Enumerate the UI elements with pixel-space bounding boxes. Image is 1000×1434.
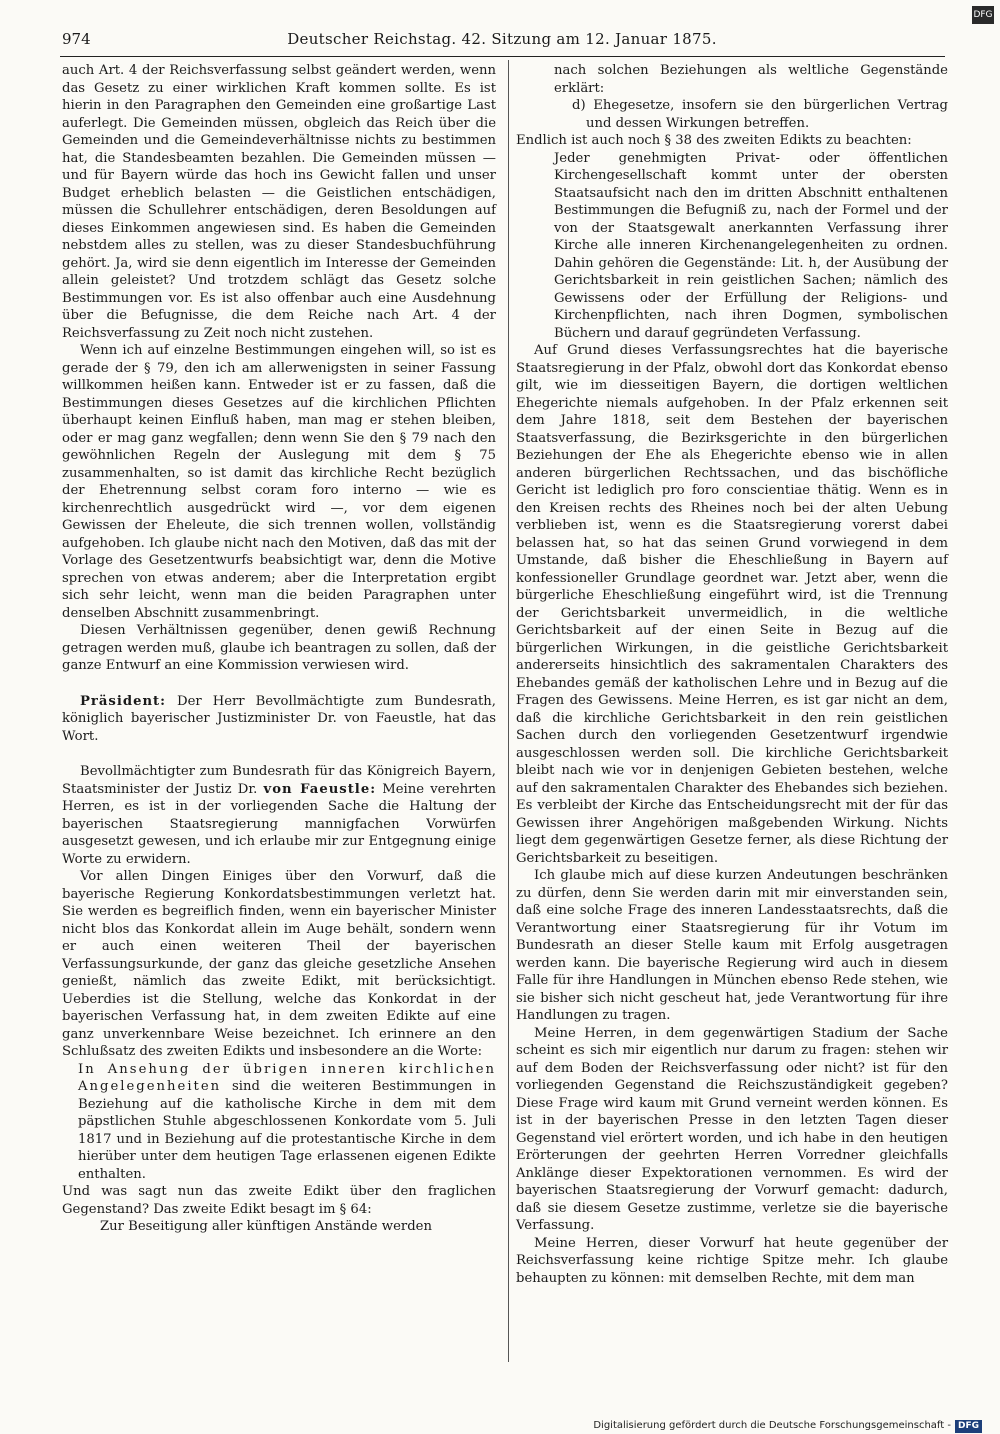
delegate-paragraph bbox=[62, 763, 496, 868]
speaker-president: Präsident: bbox=[80, 693, 167, 709]
header-rule bbox=[60, 56, 945, 57]
quoted-line: nach solchen Beziehungen als weltliche Gegenstände erklärt: bbox=[554, 63, 948, 96]
dfg-corner-logo: DFG bbox=[972, 6, 994, 24]
quoted-passage bbox=[78, 1061, 496, 1184]
dfg-logo: DFG bbox=[955, 1420, 982, 1433]
speaker-delegate: von Faeustle: bbox=[263, 781, 377, 797]
right-column bbox=[516, 62, 948, 1287]
delegate-text: Meine verehrten Herren, es ist in der vorliegenden Sache die Haltung der bayerischen Staatsregierung mannigfachen Vorwürfen ausgesetzt gewesen, und ich erlaube mir zur Entgegnung einige Worte zu erwidern. bbox=[62, 781, 496, 867]
paragraph: Meine Herren, in dem gegenwärtigen Stadium der Sache scheint es sich mir eigentlich nur darum zu fragen: stehen wir auf dem Boden der Reichsverfassung oder nicht? ist für den vorliegenden Gegenstand die Reichszuständigkeit gegeben? Diese Frage wird kaum mit Grund verneint werden können. Es ist in der bayerischen Presse in den letzten Tagen dieser Gegenstand viel erörtert worden, und ich habe in den heutigen Erörterungen der geehrten Herren Vorredner gleichfalls Anklänge dieser Expektorationen vernommen. Es wird der bayerischen Staatsregierung der Vorwurf gemacht: dadurch, daß sie diesem Gesetze zustimme, verletze sie die bayerische Verfassung. bbox=[516, 1025, 948, 1233]
paragraph: Wenn ich auf einzelne Bestimmungen eingehen will, so ist es gerade der § 79, den ich am allerwenigsten in seiner Fassung willkommen heißen kann. Entweder ist er zu fassen, daß die Bestimmungen dieses Gesetzes auf die kirchlichen Pflichten überhaupt keinen Einfluß haben, man mag er stehen bleiben, oder er mag ganz wegfallen; denn wenn Sie den § 79 nach den gewöhnlichen Regeln der Auslegung mit dem § 75 zusammenhalten, so ist damit das kirchliche Recht bezüglich der Ehetrennung selbst coram foro interno — wie es kirchenrechtlich ausgedrückt wird —, vor dem eigenen Gewissen der Eheleute, die sich trennen wollen, vollständig aufgehoben. Ich glaube nicht nach den Motiven, daß das mit der Vorlage des Gesetzentwurfs beabsichtigt war, denn die Motive sprechen von etwas anderem; aber die Interpretation ergibt sich sehr leicht, wenn man die beiden Paragraphen unter denselben Abschnitt zusammenbringt. bbox=[62, 343, 496, 621]
president-text: Der Herr Bevollmächtigte zum Bundesrath, königlich bayerischer Justizminister Dr. von Faeustle, hat das Wort. bbox=[62, 693, 496, 744]
page-number: 974 bbox=[62, 30, 91, 48]
paragraph: Vor allen Dingen Einiges über den Vorwurf, daß die bayerische Regierung Konkordatsbestimmungen verletzt hat. Sie werden es begreiflich finden, wenn ein bayerischer Minister nicht blos das Konkordat allein im Auge behält, sondern wenn er auch einen weiteren Theil der bayerischen Verfassungsurkunde, der ganz das gleiche gesetzliche Ansehen genießt, nämlich das zweite Edikt, mit berücksichtigt. Ueberdies ist die Stellung, welche das Konkordat in der bayerischen Verfassung hat, in dem zweiten Edikte auf eine ganz unverkennbare Weise bezeichnet. Ich erinnere an den Schlußsatz des zweiten Edikts und insbesondere an die Worte: bbox=[62, 869, 496, 1059]
president-paragraph bbox=[62, 693, 496, 746]
list-item-d: d) Ehegesetze, insofern sie den bürgerlichen Vertrag und dessen Wirkungen betreffen. bbox=[572, 98, 948, 131]
quoted-passage: Jeder genehmigten Privat- oder öffentlichen Kirchengesellschaft kommt unter der obersten Staatsaufsicht nach den im dritten Abschnitt enthaltenen Bestimmungen die Befugniß zu, nach der Formel und der von der Staatsgewalt anerkannten Verfassung ihrer Kirche alle inneren Kirchenangelegenheiten zu ordnen. Dahin gehören die Gegenstände: Lit. h, der Ausübung der Gerichtsbarkeit in rein geistlichen Sachen; nämlich des Gewissens oder der Erfüllung der Religions- und Kirchenpflichten, nach ihren Dogmen, symbolischen Büchern und darauf gegründeten Verfassung. bbox=[554, 150, 948, 341]
left-column bbox=[62, 62, 496, 1236]
running-title: Deutscher Reichstag. 42. Sitzung am 12. Januar 1875. bbox=[287, 30, 717, 48]
paragraph: Diesen Verhältnissen gegenüber, denen gewiß Rechnung getragen werden muß, glaube ich beantragen zu sollen, daß der ganze Entwurf an eine Kommission verwiesen wird. bbox=[62, 623, 496, 673]
quote-emphasis: In Ansehung der übrigen inneren kirchlichen Angelegenheiten bbox=[78, 1061, 496, 1094]
quoted-line: Zur Beseitigung aller künftigen Anstände werden bbox=[100, 1219, 432, 1234]
paragraph: Auf Grund dieses Verfassungsrechtes hat die bayerische Staatsregierung in der Pfalz, obwohl dort das Konkordat ebenso gilt, wie im diesseitigen Bayern, die dortigen weltlichen Ehegerichte niemals aufgehoben. In der Pfalz erkennen seit dem Jahre 1818, seit dem Bestehen der bayerischen Staatsverfassung, die Bezirksgerichte in den bürgerlichen Beziehungen der Ehe als Ehegerichte ebenso wie in allen anderen bürgerlichen Rechtssachen, und das bischöfliche Gericht ist lediglich pro foro conscientiae thätig. Wenn es in den Kreisen rechts des Rheines noch bei der alten Uebung verblieben ist, wenn es die Staatsregierung vorerst dabei belassen hat, so hat das seinen Grund vorwiegend in dem Umstande, daß bisher die Eheschließung in Bayern auf konfessioneller Grundlage geordnet war. Jetzt aber, wenn die bürgerliche Eheschließung eingeführt wird, ist die Trennung der Gerichtsbarkeit unvermeidlich, in die weltliche Gerichtsbarkeit auf der einen Seite in Bezug auf die bürgerlichen Wirkungen, in die geistliche Gerichtsbarkeit andererseits hinsichtlich des sakramentalen Charakters des Ehebandes gemäß der katholischen Lehre und in Bezug auf die Fragen des Gewissens. Meine Herren, es ist gar nicht an dem, daß die kirchliche Gerichtsbarkeit in den rein geistlichen Sachen durch den vorliegenden Gesetzentwurf irgendwie ausgeschlossen werden soll. Die kirchliche Gerichtsbarkeit bleibt nach wie vor in denjenigen Gebieten bestehen, welche auf den sakramentalen Charakter des Ehebandes sich beziehen. Es verbleibt der Kirche das Entscheidungsrecht mit der für das Gewissen ihrer Angehörigen maßgebenden Wirkung. Nichts liegt dem gegenwärtigen Gesetze ferner, als diese Richtung der Gerichtsbarkeit zu beseitigen. bbox=[516, 343, 948, 866]
paragraph: Und was sagt nun das zweite Edikt über den fraglichen Gegenstand? Das zweite Edikt besagt im § 64: bbox=[62, 1184, 496, 1217]
footer-text: Digitalisierung gefördert durch die Deutsche Forschungsgemeinschaft - bbox=[593, 1420, 951, 1431]
column-divider bbox=[508, 60, 509, 1362]
quote-text: sind die weiteren Bestimmungen in Beziehung auf die katholische Kirche in dem mit dem päpstlichen Stuhle abgeschlossenen Konkordate vom 5. Juli 1817 und in Beziehung auf die protestantische Kirche in dem hierüber unter dem heutigen Tage erlassenen eigenen Edikte enthalten. bbox=[78, 1079, 496, 1182]
page-header bbox=[62, 26, 942, 52]
paragraph: auch Art. 4 der Reichsverfassung selbst geändert werden, wenn das Gesetz zu einer wirklichen Kraft kommen sollte. Es ist hierin in den Paragraphen den Gemeinden eine großartige Last auferlegt. Die Gemeinden müssen, obgleich das Reich über die Gemeinden und die Gemeindeverhältnisse nichts zu bestimmen hat, die Standesbeamten bezahlen. Die Gemeinden müssen — und für Bayern würde das hoch ins Gewicht fallen und unser Budget erheblich belasten — die Geistlichen entschädigen, müssen die Schullehrer entschädigen, deren Besoldungen auf dieses Einkommen angewiesen sind. Es haben die Gemeinden nebstdem alles zu stellen, was zu dieser Standesbuchführung gehört. Ja, wird sie denn eigentlich im Interesse der Gemeinden allein geleistet? Und trotzdem schlägt das Gesetz solche Bestimmungen vor. Es ist also offenbar auch eine Ausdehnung über die Befugnisse, die dem Reiche nach Art. 4 der Reichsverfassung zu Zeit noch nicht zustehen. bbox=[62, 63, 496, 341]
paragraph: Endlich ist auch noch § 38 des zweiten Edikts zu beachten: bbox=[516, 133, 912, 148]
paragraph: Meine Herren, dieser Vorwurf hat heute gegenüber der Reichsverfassung keine richtige Spitze mehr. Ich glaube behaupten zu können: mit demselben Rechte, mit dem man bbox=[516, 1235, 948, 1286]
delegate-intro: Bevollmächtigter zum Bundesrath für das Königreich Bayern, Staatsminister der Justiz Dr. bbox=[62, 764, 496, 797]
paragraph: Ich glaube mich auf diese kurzen Andeutungen beschränken zu dürfen, denn Sie werden darin mit mir einverstanden sein, daß eine solche Frage des inneren Landesstaatsrechts, daß die Verantwortung einer Staatsregierung für ihr Votum im Bundesrath an dieser Stelle kaum mit Erfolg ausgetragen werden kann. Die bayerische Regierung wird auch in diesem Falle für ihre Handlungen in München ebenso Rede stehen, wie sie bisher sich nicht gescheut hat, jede Verantwortung für ihre Handlungen zu tragen. bbox=[516, 868, 948, 1023]
